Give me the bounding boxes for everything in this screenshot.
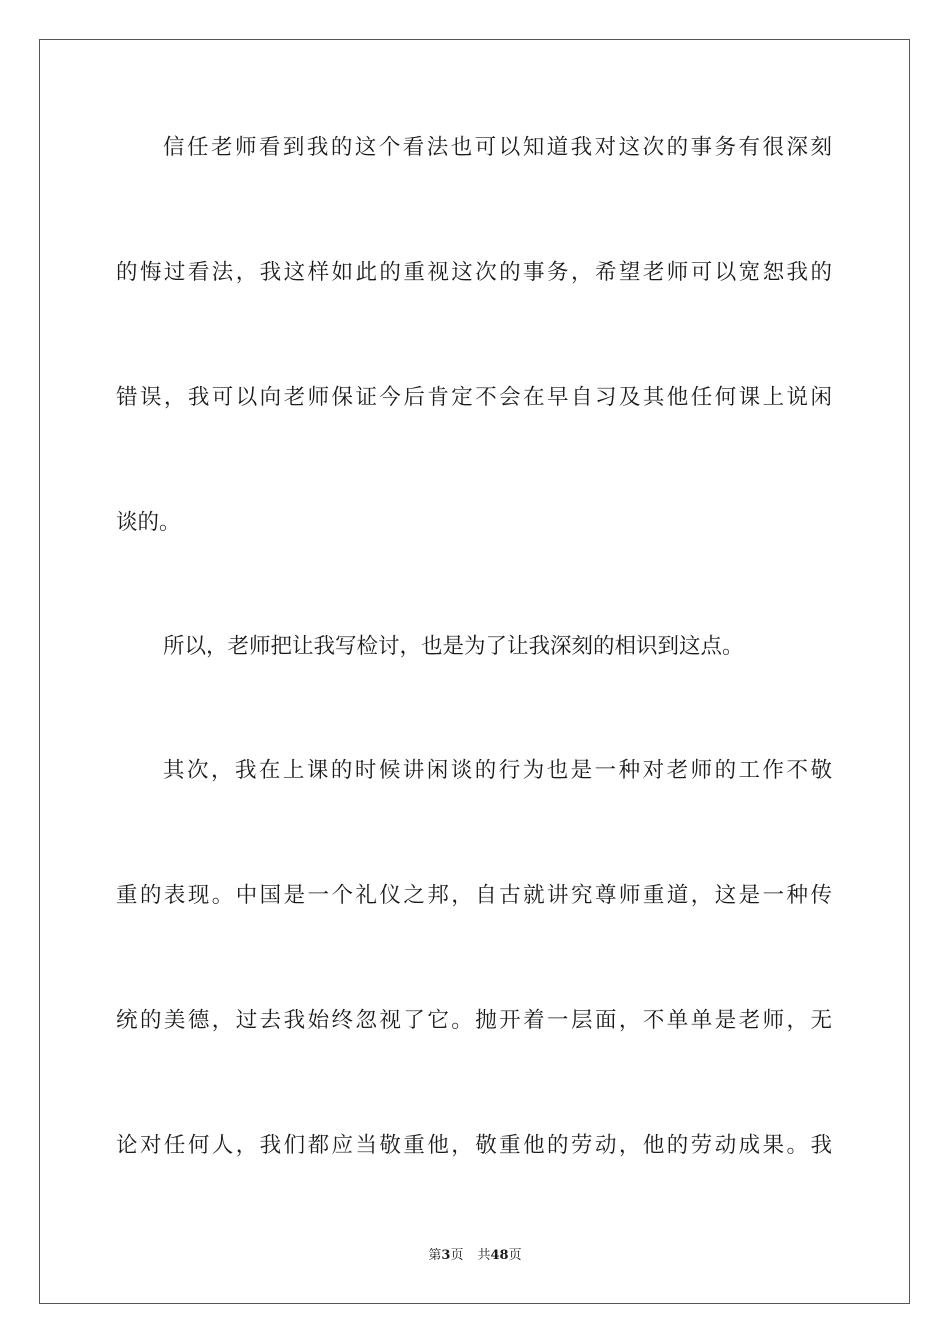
paragraph-line: 错误，我可以向老师保证今后肯定不会在早自习及其他任何课上说闲	[116, 385, 832, 410]
page-prefix: 第	[428, 1248, 442, 1263]
paragraph-line: 论对任何人，我们都应当敬重他，敬重他的劳动，他的劳动成果。我	[116, 1133, 832, 1158]
page-suffix: 页	[450, 1248, 464, 1263]
paragraph-line: 其次，我在上课的时候讲闲谈的行为也是一种对老师的工作不敬	[163, 758, 832, 783]
total-suffix: 页	[508, 1248, 522, 1263]
total-prefix: 共	[477, 1248, 491, 1263]
page-total: 48	[490, 1248, 509, 1263]
paragraph-line: 重的表现。中国是一个礼仪之邦，自古就讲究尊师重道，这是一种传	[116, 883, 832, 908]
paragraph-line: 信任老师看到我的这个看法也可以知道我对这次的事务有很深刻	[163, 135, 832, 160]
paragraph-line: 的悔过看法，我这样如此的重视这次的事务，希望老师可以宽恕我的	[116, 260, 832, 285]
paragraph-line: 统的美德，过去我始终忽视了它。抛开着一层面，不单单是老师，无	[116, 1008, 832, 1033]
page-footer	[0, 1247, 950, 1265]
paragraph-line: 谈的。	[116, 510, 181, 535]
paragraph-line: 所以，老师把让我写检讨，也是为了让我深刻的相识到这点。	[163, 634, 744, 659]
page-current: 3	[441, 1248, 451, 1263]
page-frame	[39, 39, 910, 1304]
